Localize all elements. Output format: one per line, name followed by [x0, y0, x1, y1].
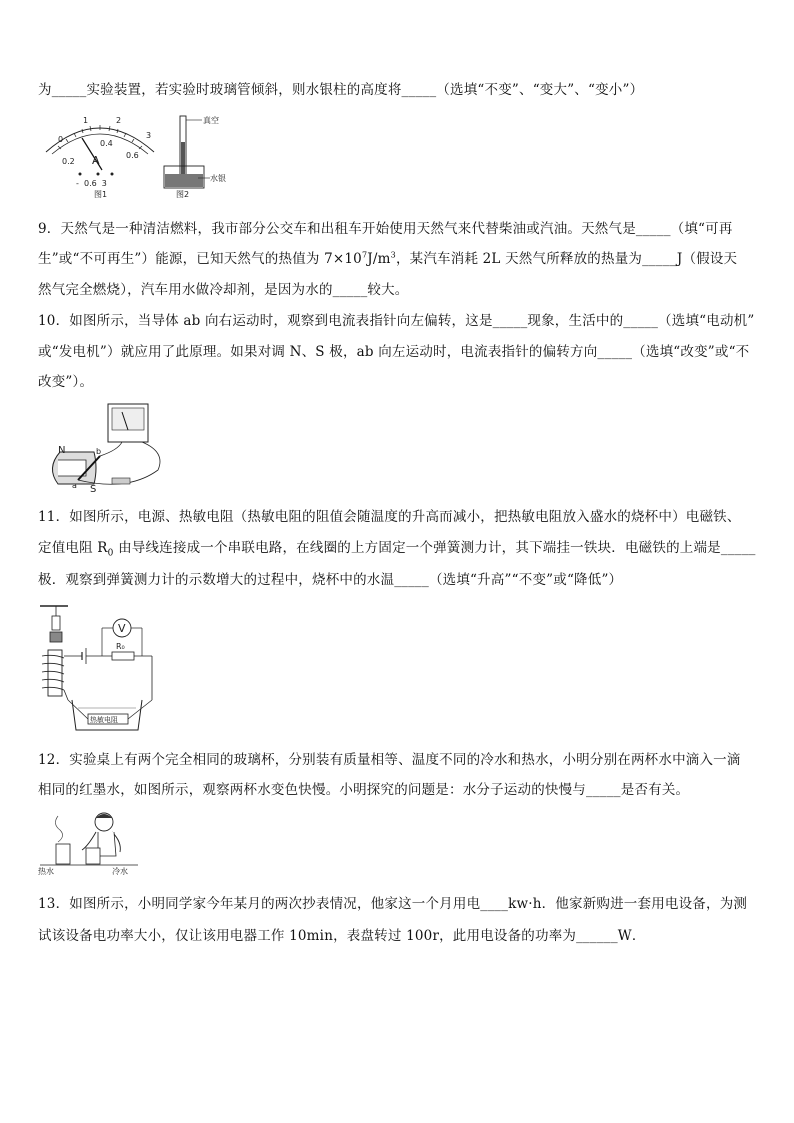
q10-line3: 改变”）。	[38, 374, 94, 390]
q9-exp2: 3	[390, 250, 396, 260]
q9-line2	[38, 249, 758, 269]
fig2-caption: 图2	[176, 190, 190, 198]
q11-line2-b: 由导线连接成一个串联电路，在线圈的上方固定一个弹簧测力计，其下端挂一铁块．电磁铁的上端是_____	[113, 540, 756, 556]
scale-top-0: 0	[58, 135, 64, 144]
q11-line1: 11．如图所示，电源、热敏电阻（热敏电阻的阻值会随温度的升高而减小，把热敏电阻放入盛水的烧杯中）电磁铁、	[38, 509, 741, 525]
q11-line2-a: 定值电阻 R	[38, 540, 108, 556]
scale-bottom-2: 0.6	[126, 151, 139, 160]
q8-text: 为_____实验装置，若实验时玻璃管倾斜，则水银柱的高度将_____（选填“不变”、“变大”、“变小”）	[38, 82, 644, 98]
fig1-caption: 图1	[94, 190, 108, 198]
q13-line2: 试该设备电功率大小，仅让该用电器工作 10min，表盘转过 100r，此用电设备的功率为______W．	[38, 928, 646, 944]
hot-water-label: 热水	[38, 867, 54, 876]
q11-line3: 极．观察到弹簧测力计的示数增大的过程中，烧杯中的水温_____（选填“升高”“不变”或“降低”）	[38, 572, 623, 588]
q13-line1: 13．如图所示，小明同学家今年某月的两次抄表情况，他家这一个月用电____kw·h．他家新购进一套用电设备，为测	[38, 896, 748, 912]
end-a: a	[72, 481, 77, 490]
q9-line2-a: 生”或“不可再生”）能源，已知天然气的热值为 7×10	[38, 251, 362, 267]
q10-line2: 或“发电机”）就应用了此原理。如果对调 N、S 极，ab 向左运动时，电流表指针的偏转方向_____（选填“改变”或“不	[38, 344, 750, 360]
scale-top-3: 3	[146, 131, 152, 140]
scale-top-1: 1	[83, 116, 89, 125]
q9-exp: 7	[361, 250, 368, 260]
induction-figure	[38, 400, 178, 495]
q10-line1: 10．如图所示，当导体 ab 向右运动时，观察到电流表指针向左偏转，这是_____现象，生活中的_____（选填“电动机”	[38, 313, 755, 329]
thermistor-label: 热敏电阻	[90, 716, 118, 724]
q11-line2	[38, 538, 758, 558]
torricelli-figure	[158, 108, 258, 198]
voltmeter-label: V	[118, 622, 126, 635]
electromagnet-figure	[38, 600, 163, 735]
q11-sub: 0	[107, 548, 114, 559]
resistor-label: R₀	[116, 642, 125, 651]
mercury-label: 水银	[210, 174, 226, 183]
ammeter-figure	[38, 108, 163, 198]
q9-line3: 然气完全燃烧），汽车用水做冷却剂，是因为水的_____较大。	[38, 282, 409, 298]
q9-line2-b: J/m	[367, 251, 391, 267]
ammeter-terminals: - 0.6 3	[76, 179, 107, 188]
cold-water-label: 冷水	[112, 867, 128, 876]
q12-line2: 相同的红墨水，如图所示，观察两杯水变色快慢。小明探究的问题是：水分子运动的快慢与_____是否有关。	[38, 782, 690, 798]
vacuum-label: 真空	[203, 116, 219, 125]
scale-top-2: 2	[116, 116, 122, 125]
ink-diffusion-figure	[38, 808, 143, 876]
q9-line2-c: ，某汽车消耗 2L 天然气所释放的热量为_____J（假设天	[395, 251, 738, 267]
scale-bottom-0: 0.2	[62, 157, 75, 166]
scale-bottom-1: 0.4	[100, 139, 113, 148]
ammeter-unit: A	[92, 154, 100, 167]
pole-s: S	[90, 484, 97, 495]
q9-line1: 9．天然气是一种清洁燃料，我市部分公交车和出租车开始使用天然气来代替柴油或汽油。天然气是_____（填“可再	[38, 221, 733, 237]
q12-line1: 12．实验桌上有两个完全相同的玻璃杯，分别装有质量相等、温度不同的冷水和热水，小明分别在两杯水中滴入一滴	[38, 752, 741, 768]
pole-n: N	[58, 445, 66, 456]
end-b: b	[96, 447, 102, 456]
